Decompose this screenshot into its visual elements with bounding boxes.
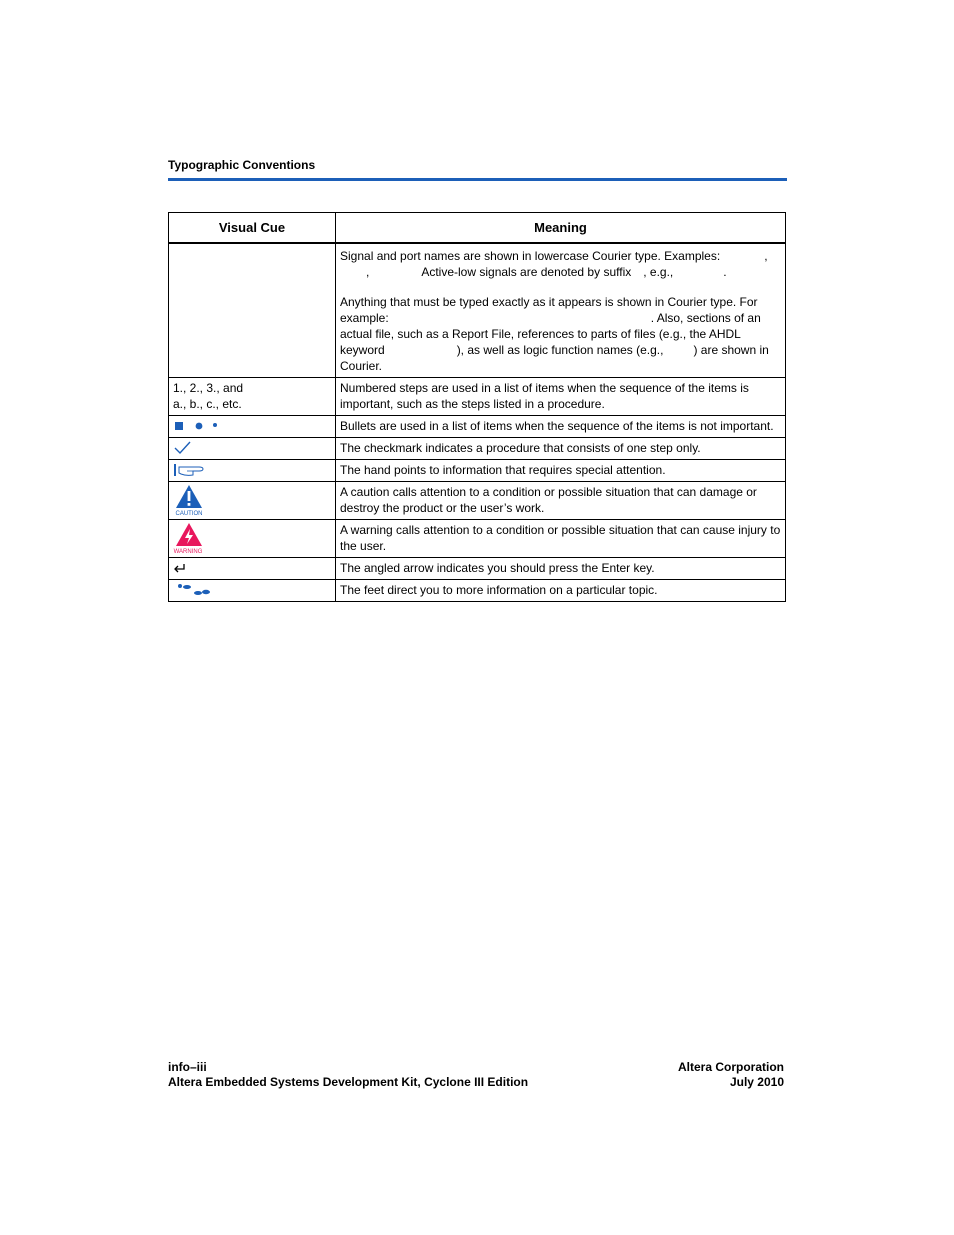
table-header-row [169,213,786,244]
cue-cell [169,416,336,438]
cue-cell [169,482,336,520]
table-row [169,416,786,438]
meaning-cell: A caution calls attention to a condition or possible situation that can damage or destroy the product or the user’s work. [336,482,786,520]
page-number: info–iii [168,1060,207,1074]
meaning-cell: The angled arrow indicates you should press the Enter key. [336,558,786,580]
conventions-table [168,212,786,602]
hand-point-icon [173,462,207,478]
table-row [169,482,786,520]
cue-text: 1., 2., 3., and [173,381,244,395]
footer-right [678,1060,784,1090]
company-name: Altera Corporation [677,1060,784,1074]
meaning-cell: Numbered steps are used in a list of items when the sequence of the items is important, such as the steps listed in a procedure. [336,378,786,416]
table-row [169,580,786,602]
meaning-text: . Also, sections of an actual file, such as a Report File, references to parts of files (e.g., the AHDL keyword [340,311,761,357]
svg-text:CAUTION: CAUTION [175,511,203,516]
checkmark-icon [173,440,193,456]
table-row [169,460,786,482]
bullet-icons [173,418,233,434]
table-row [169,378,786,416]
svg-text:WARNING: WARNING [173,549,203,554]
document-title: Altera Embedded Systems Development Kit, Cyclone III Edition [168,1075,529,1089]
meaning-text: Active-low signals are denoted by suffix [421,265,632,279]
meaning-text: Signal and port names are shown in lowercase Courier type. Examples: [340,249,721,263]
column-header-visual-cue: Visual Cue [169,213,336,244]
section-title: Typographic Conventions [168,158,316,172]
publication-date: July 2010 [729,1075,784,1089]
cue-cell [169,460,336,482]
meaning-paragraph [340,294,781,374]
cue-cell [169,378,336,416]
table-row [169,558,786,580]
enter-arrow-icon [173,560,189,576]
cue-cell [169,243,336,378]
cue-text: a., b., c., etc. [173,397,242,411]
meaning-paragraph [340,248,781,280]
meaning-text: ), as well as logic function names (e.g., [456,343,664,357]
meaning-cell: The hand points to information that requires special attention. [336,460,786,482]
header-rule [168,178,787,181]
meaning-text: ) are shown in Courier. [340,343,769,373]
column-header-meaning: Meaning [336,213,786,244]
meaning-text: , [764,249,768,263]
cue-cell [169,438,336,460]
meaning-cell [336,243,786,378]
meaning-cell: The feet direct you to more information on a particular topic. [336,580,786,602]
meaning-text: , e.g., [643,265,674,279]
warning-icon [173,522,207,554]
meaning-text: Anything that must be typed exactly as it appears is shown in Courier type. For example: [340,295,758,325]
meaning-text: . [723,265,727,279]
table-row [169,243,786,378]
caution-icon [173,484,205,516]
cue-cell [169,580,336,602]
cue-cell [169,520,336,558]
cue-cell [169,558,336,580]
footer-left [168,1060,528,1090]
meaning-cell: Bullets are used in a list of items when the sequence of the items is not important. [336,416,786,438]
table-row [169,520,786,558]
meaning-cell: A warning calls attention to a condition or possible situation that can cause injury to the user. [336,520,786,558]
table-row [169,438,786,460]
meaning-text: , [366,265,370,279]
feet-icon [173,582,213,598]
meaning-cell: The checkmark indicates a procedure that consists of one step only. [336,438,786,460]
